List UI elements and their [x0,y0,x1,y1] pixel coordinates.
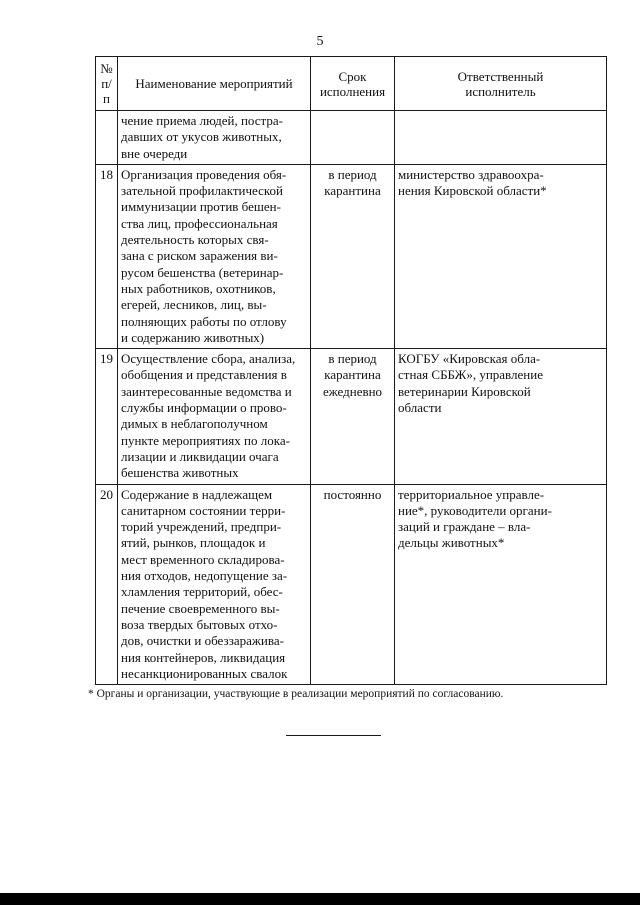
table-row [96,111,607,165]
header-event-name: Наименование мероприятий [118,57,311,111]
row-number: 18 [96,164,118,348]
row-event-name: Осуществление сбора, анализа, обобщения и представления в заинтересованные ведомства и службы информации о прово- димых в неблагополучном пункте мероприятиях по лока- лизации и ликвидации очага бешенства животных [118,349,311,484]
table-row [96,349,607,484]
end-of-document-rule [286,735,381,736]
table-header-row [96,57,607,111]
page-number: 5 [316,34,324,49]
row-responsible: министерство здравоохра- нения Кировской области* [395,164,607,348]
row-deadline: в период карантина [311,164,395,348]
row-event-name: чение приема людей, постра- давших от укусов животных, вне очереди [118,111,311,165]
table-row [96,484,607,685]
row-responsible: территориальное управле- ние*, руководители органи- заций и граждане – вла- дельцы животных* [395,484,607,685]
header-responsible: Ответственный исполнитель [395,57,607,111]
events-table [95,56,607,685]
row-event-name: Организация проведения обя- зательной профилактической иммунизации против бешен- ства лиц, профессиональная деятельность которых свя- зана с риском заражения ви- русом бешенства (ветеринар- ных работников, охотников, егерей, лесников, лиц, вы- полняющих работы по отлову и содержанию животных) [118,164,311,348]
row-number: 19 [96,349,118,484]
row-responsible: КОГБУ «Кировская обла- стная СББЖ», управление ветеринарии Кировской области [395,349,607,484]
header-deadline: Срок исполнения [311,57,395,111]
header-number: № п/п [96,57,118,111]
row-number: 20 [96,484,118,685]
row-deadline [311,111,395,165]
row-deadline: в период карантина ежедневно [311,349,395,484]
table-row [96,164,607,348]
footnote: * Органы и организации, участвующие в реализации мероприятий по согласованию. [88,688,504,700]
row-deadline: постоянно [311,484,395,685]
row-event-name: Содержание в надлежащем санитарном состоянии терри- торий учреждений, предпри- ятий, рынков, площадок и мест временного складирова- ния отходов, недопущение за- хламления территорий, обес- печение своевременного вы- воза твердых бытовых отхо- дов, очистки и обеззаражива- ния контейнеров, ликвидация несанкционированных свалок [118,484,311,685]
row-responsible [395,111,607,165]
row-number [96,111,118,165]
scan-edge-bar [0,893,640,905]
